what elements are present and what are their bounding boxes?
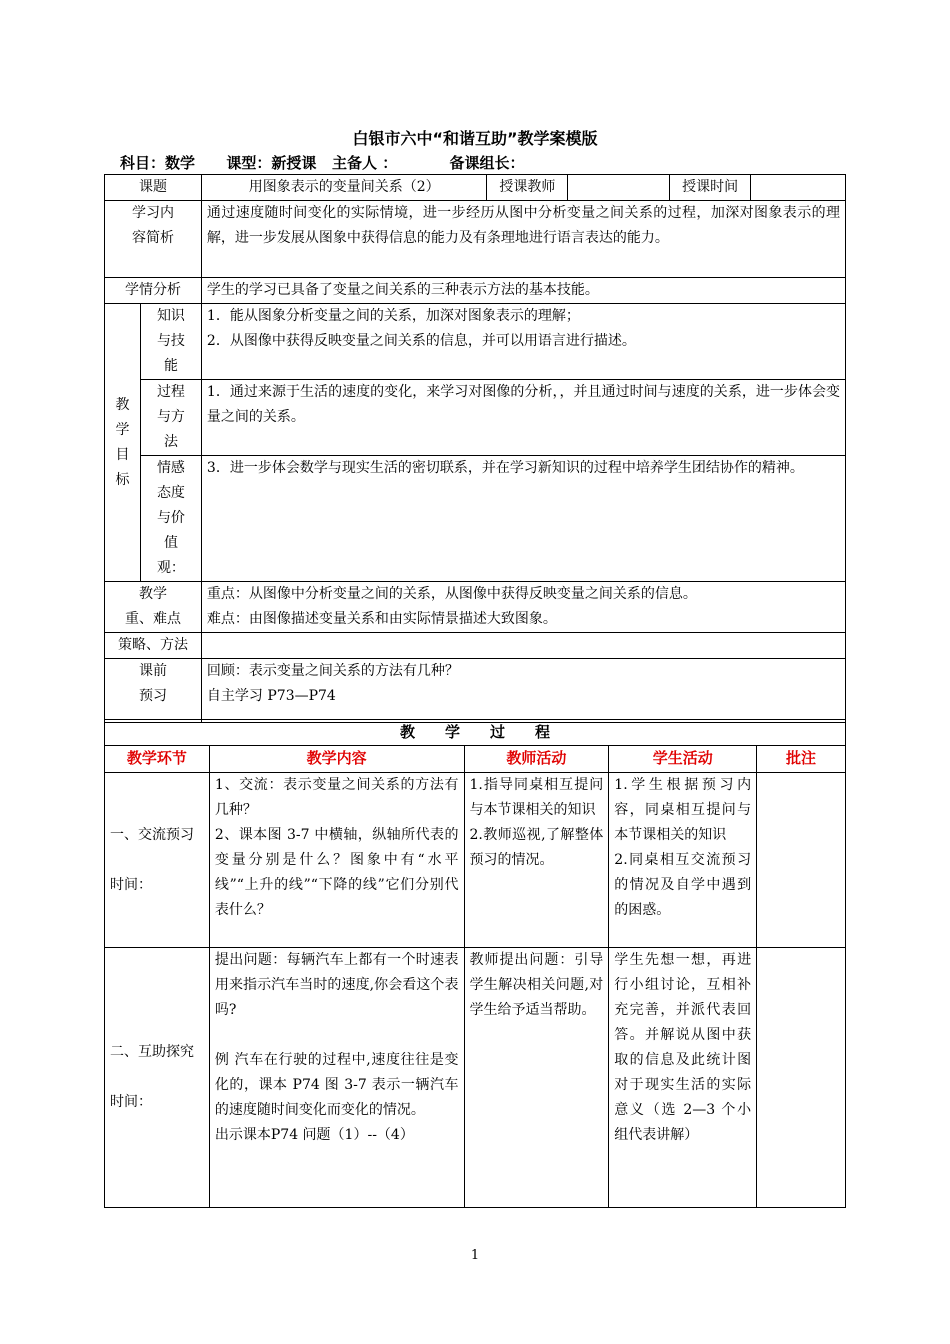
knowledge-line: 1．能从图象分析变量之间的关系，加深对图象表示的理解； — [206, 308, 580, 324]
meta-leader: 备课组长： — [449, 154, 525, 172]
process-heading: 教 学 过 程 — [105, 720, 846, 746]
preview-label — [105, 659, 202, 723]
document-title: 白银市六中“和谐互助”教学案模版 — [352, 129, 598, 148]
table-row — [105, 773, 846, 948]
key-label — [105, 582, 202, 633]
emotion-label — [140, 456, 201, 582]
teacher-cell: 1.指导同桌相互提问与本节课相关的知识 2.教师巡视,了解整体预习的情况。 — [464, 773, 609, 948]
knowledge-label-line: 能 — [163, 358, 178, 374]
goals-char: 标 — [115, 471, 130, 488]
time-label: 授课时间 — [670, 175, 751, 201]
student-cell: 学生先想一想，再进行小组讨论，互相补充完善，并派代表回答。并解说从图中获取的信息及此统计图对于现实生活的实际意义（选 2—3 个小组代表讲解） — [609, 948, 757, 1208]
stage-time: 时间： — [110, 876, 152, 893]
emotion-label-line: 值 — [163, 535, 178, 551]
process-label-line: 法 — [163, 434, 178, 450]
preview-text — [201, 659, 845, 723]
student-cell: 1.学生根据预习内容，同桌相互提问与本节课相关的知识 2.同桌相互交流预习的情况及自学中遇到的困惑。 — [609, 773, 757, 948]
preview-label-2: 预习 — [138, 688, 167, 704]
key-label-2: 重、难点 — [124, 611, 181, 627]
process-label-line: 与方 — [156, 409, 185, 425]
table-row — [105, 948, 846, 1208]
emotion-text: 3．进一步体会数学与现实生活的密切联系，并在学习新知识的过程中培养学生团结协作的精神。 — [201, 456, 845, 582]
summary-label-1: 学习内 — [131, 205, 174, 221]
goals-char: 学 — [115, 421, 130, 438]
summary-label — [105, 201, 202, 278]
time-value — [751, 175, 846, 201]
key-label-1: 教学 — [138, 586, 167, 602]
header-stage: 教学环节 — [105, 746, 210, 773]
teaching-process-table — [104, 719, 846, 1208]
spacer — [110, 848, 204, 873]
note-cell — [757, 948, 846, 1208]
teacher-cell: 教师提出问题：引导学生解决相关问题,对学生给予适当帮助。 — [464, 948, 609, 1208]
analysis-text: 学生的学习已具备了变量之间关系的三种表示方法的基本技能。 — [201, 278, 845, 304]
document-meta — [120, 152, 525, 173]
emotion-label-line: 与价 — [156, 510, 185, 526]
page-number: 1 — [470, 1248, 480, 1263]
emotion-label-line: 观： — [156, 560, 185, 576]
difficult-point: 难点：由图像描述变量关系和由实际情景描述大致图象。 — [206, 611, 557, 627]
process-label — [140, 380, 201, 456]
strategy-label: 策略、方法 — [105, 633, 202, 659]
process-text: 1．通过来源于生活的速度的变化，来学习对图像的分析，，并且通过时间与速度的关系，进一步体会变量之间的关系。 — [201, 380, 845, 456]
header-content: 教学内容 — [209, 746, 464, 773]
preview-line: 回顾：表示变量之间关系的方法有几种？ — [206, 663, 459, 679]
topic-label: 课题 — [105, 175, 202, 201]
teacher-value — [568, 175, 670, 201]
stage-cell — [105, 948, 210, 1208]
goals-label — [105, 304, 141, 582]
meta-subject: 科目：数学 — [120, 154, 196, 172]
content-cell: 1、交流：表示变量之间关系的方法有几种？ 2、课本图 3-7 中横轴，纵轴所代表的变量分别是什么？图象中有“水平线”“上升的线”“下降的线”它们分别代表什么？ — [209, 773, 464, 948]
summary-label-2: 容简析 — [131, 230, 174, 246]
emotion-label-line: 情感 — [156, 460, 185, 476]
key-point: 重点：从图像中分析变量之间的关系，从图像中获得反映变量之间关系的信息。 — [206, 586, 697, 602]
meta-preparer: 主备人 ： — [332, 154, 398, 172]
topic-value: 用图象表示的变量间关系（2） — [201, 175, 487, 201]
process-label-line: 过程 — [156, 384, 185, 400]
note-cell — [757, 773, 846, 948]
meta-type: 课型：新授课 — [226, 154, 317, 172]
content-cell: 提出问题：每辆汽车上都有一个时速表用来指示汽车当时的速度,你会看这个表吗? 例 汽车在行驶的过程中,速度往往是变化的，课本 P74 图 3-7 表示一辆汽车的速度随时间变化而变化的情况。 出示课本P74 问题（1）--（4） — [209, 948, 464, 1208]
stage-name: 一、交流预习 — [110, 826, 194, 843]
preview-line: 自主学习 P73—P74 — [206, 688, 336, 704]
strategy-text — [201, 633, 845, 659]
header-teacher: 教师活动 — [464, 746, 609, 773]
stage-name: 二、互助探究 — [110, 1044, 194, 1060]
teacher-label: 授课教师 — [487, 175, 568, 201]
spacer — [110, 1065, 204, 1090]
knowledge-label-line: 与技 — [156, 333, 185, 349]
header-student: 学生活动 — [609, 746, 757, 773]
header-note: 批注 — [757, 746, 846, 773]
knowledge-text — [201, 304, 845, 380]
knowledge-label — [140, 304, 201, 380]
stage-cell — [105, 773, 210, 948]
summary-text: 通过速度随时间变化的实际情境，进一步经历从图中分析变量之间关系的过程，加深对图象表示的理解，进一步发展从图象中获得信息的能力及有条理地进行语言表达的能力。 — [201, 201, 845, 278]
goals-char: 教 — [115, 396, 130, 413]
analysis-label: 学情分析 — [105, 278, 202, 304]
preview-label-1: 课前 — [138, 663, 167, 679]
key-text — [201, 582, 845, 633]
knowledge-label-line: 知识 — [156, 308, 185, 324]
emotion-label-line: 态度 — [156, 485, 185, 501]
knowledge-line: 2．从图像中获得反映变量之间关系的信息，并可以用语言进行描述。 — [206, 333, 636, 349]
stage-time: 时间： — [110, 1094, 152, 1110]
lesson-info-table — [104, 174, 846, 723]
goals-char: 目 — [115, 446, 130, 463]
